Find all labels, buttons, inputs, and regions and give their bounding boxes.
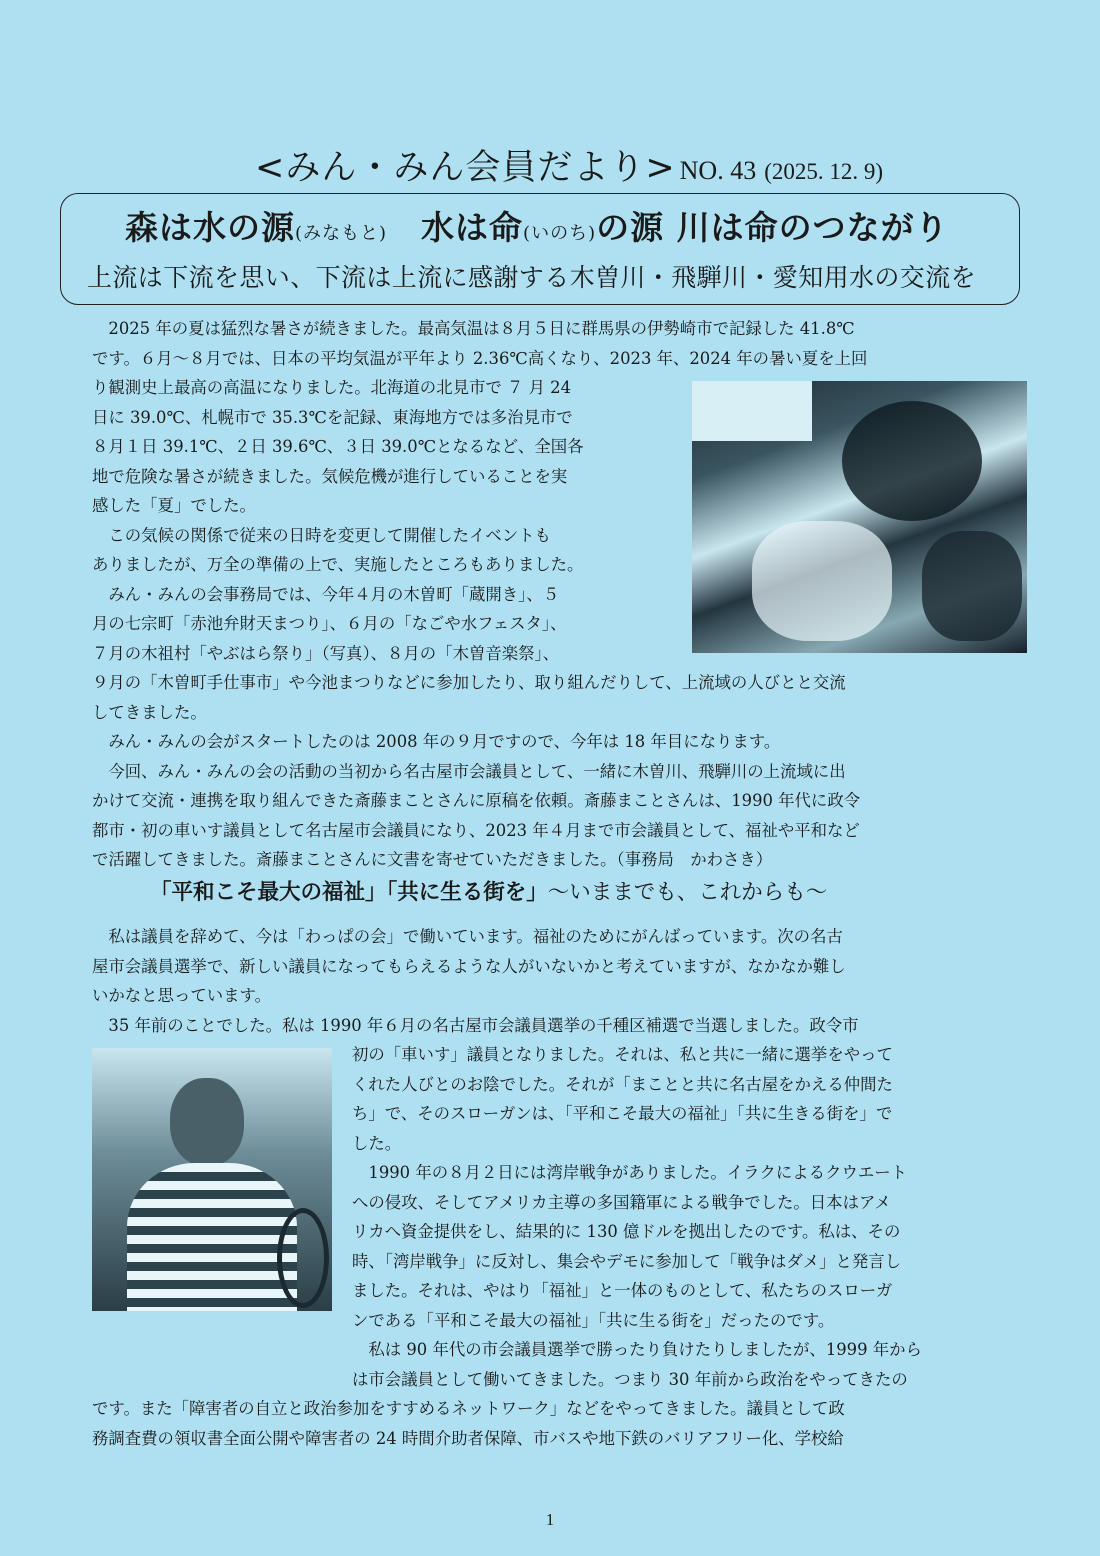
section2-text-top [92,922,1032,1040]
text-line: ありましたが、万全の準備の上で、実施したところもありました。 [92,555,584,574]
subheadline: 上流は下流を思い、下流は上流に感謝する木曽川・飛騨川・愛知用水の交流を [87,263,977,292]
photo-figure-body [127,1163,297,1311]
text-line: への侵攻、そしてアメリカ主導の多国籍軍による戦争でした。日本はアメ [352,1192,891,1212]
newsletter-header [255,140,1055,190]
headline-part: の源 川は命のつながり [596,208,949,247]
headline-part: 森は水の源 [125,208,295,247]
text-line: 私は 90 年代の市会議員選挙で勝ったり負けたりしましたが、1999 年から [352,1340,922,1359]
text-line: ８月１日 39.1℃、２日 39.6℃、３日 39.0℃となるなど、全国各 [92,437,584,456]
headline [125,202,985,249]
text-line: 都市・初の車いす議員として名古屋市会議員になり、2023 年４月まで市会議員として、福祉や平和など [92,820,860,840]
text-line: 感した「夏」でした。 [92,496,256,515]
text-line: です。６月～８月では、日本の平均気温が平年より 2.36℃高くなり、2023 年、2024 年の暑い夏を上回 [92,348,868,368]
heading-main: 「平和こそ最大の福祉」「共に生る街を」 [150,880,548,905]
text-line: みん・みんの会事務局では、今年４月の木曽町「蔵開き」、５ [92,584,560,604]
text-line: した。 [352,1133,402,1153]
text-line: かけて交流・連携を取り組んできた斎藤まことさんに原稿を依頼。斎藤まことさんは、1990 年代に政令 [92,791,861,810]
photo-wheelchair [277,1208,329,1308]
text-line: 屋市会議員選挙で、新しい議員になってもらえるような人がいないかと考えていますが、なかなか難し [92,956,846,976]
festival-photo [692,381,1027,653]
text-line: 1990 年の８月２日には湾岸戦争がありました。イラクによるクウエート [352,1163,908,1182]
headline-reading: (いのち) [523,223,597,244]
text-line: 時、「湾岸戦争」に反対し、集会やデモに参加して「戦争はダメ」と発言し [352,1251,902,1271]
photo-sky [692,381,812,441]
heading-sub: ～いままでも、これからも～ [547,880,828,905]
text-line: 35 年前のことでした。私は 1990 年６月の名古屋市会議員選挙の千種区補選で当選しました。政令市 [92,1015,859,1035]
text-line: 2025 年の夏は猛烈な暑さが続きました。最高気温は８月５日に群馬県の伊勢崎市で記録した 41.8℃ [92,319,855,338]
page-number: 1 [545,1510,555,1529]
text-line: ち」で、そのスローガンは、「平和こそ最大の福祉」「共に生きる街を」で [352,1104,893,1123]
text-line: みん・みんの会がスタートしたのは 2008 年の９月ですので、今年は 18 年目になります。 [92,732,781,751]
text-line: ンである「平和こそ最大の福祉」「共に生る街を」だったのです。 [352,1310,835,1330]
text-line: で活躍してきました。斎藤まことさんに文書を寄せていただきました。（事務局 かわさき） [92,850,773,869]
section2-text-bottom [92,1394,1032,1453]
text-line: 月の七宗町「赤池弁財天まつり」、６月の「なごや水フェスタ」、 [92,614,567,633]
text-line: してきました。 [92,702,207,722]
text-line: いかなと思っています。 [92,986,271,1005]
photo-shape [752,521,892,641]
text-line: は市会議員として働いてきました。つまり 30 年前から政治をやってきたの [352,1369,908,1389]
text-line: 日に 39.0℃、札幌市で 35.3℃を記録、東海地方では多治見市で [92,407,573,427]
text-line: ７月の木祖村「やぶはら祭り」（写真）、８月の「木曽音楽祭」、 [92,643,560,663]
text-line: 私は議員を辞めて、今は「わっぱの会」で働いています。福祉のためにがんばっています。次の名古 [92,927,843,946]
photo-shape [922,531,1022,641]
section2-text-side [352,1040,1032,1394]
text-line: 地で危険な暑さが続きました。気候危機が進行していることを実 [92,466,568,486]
text-line: 初の「車いす」議員となりました。それは、私と共に一緒に選挙をやって [352,1045,893,1064]
photo-figure-head [170,1078,244,1166]
text-line: この気候の関係で従来の日時を変更して開催したイベントも [92,525,551,545]
text-line: ９月の「木曽町手仕事市」や今池まつりなどに参加したり、取り組んだりして、上流域の人びとと交流 [92,673,846,692]
text-line: くれた人びとのお陰でした。それが「まことと共に名古屋をかえる仲間た [352,1074,893,1094]
issue-number: NO. 43 [679,156,757,185]
issue-date: (2025. 12. 9) [764,159,884,184]
photo-shape [842,401,982,521]
portrait-photo [92,1048,332,1311]
headline-box [60,193,1020,305]
text-line: リカへ資金提供をし、結果的に 130 億ドルを拠出したのです。私は、その [352,1222,901,1241]
headline-part: 水は命 [421,208,524,247]
text-line: 務調査費の領収書全面公開や障害者の 24 時間介助者保障、市バスや地下鉄のバリアフリー化、学校給 [92,1428,844,1448]
text-line: です。また「障害者の自立と政治参加をすすめるネットワーク」などをやってきました。議員として政 [92,1399,845,1418]
newsletter-title: <みん・みん会員だより> [255,148,676,188]
text-line: ました。それは、やはり「福祉」と一体のものとして、私たちのスローガ [352,1281,893,1300]
section2-heading [150,875,970,906]
text-line: 今回、みん・みんの会の活動の当初から名古屋市会議員として、一緒に木曽川、飛騨川の上流域に出 [92,761,846,781]
headline-reading: (みなもと) [295,223,388,244]
text-line: り観測史上最高の高温になりました。北海道の北見市で ７ 月 24 [92,378,572,397]
